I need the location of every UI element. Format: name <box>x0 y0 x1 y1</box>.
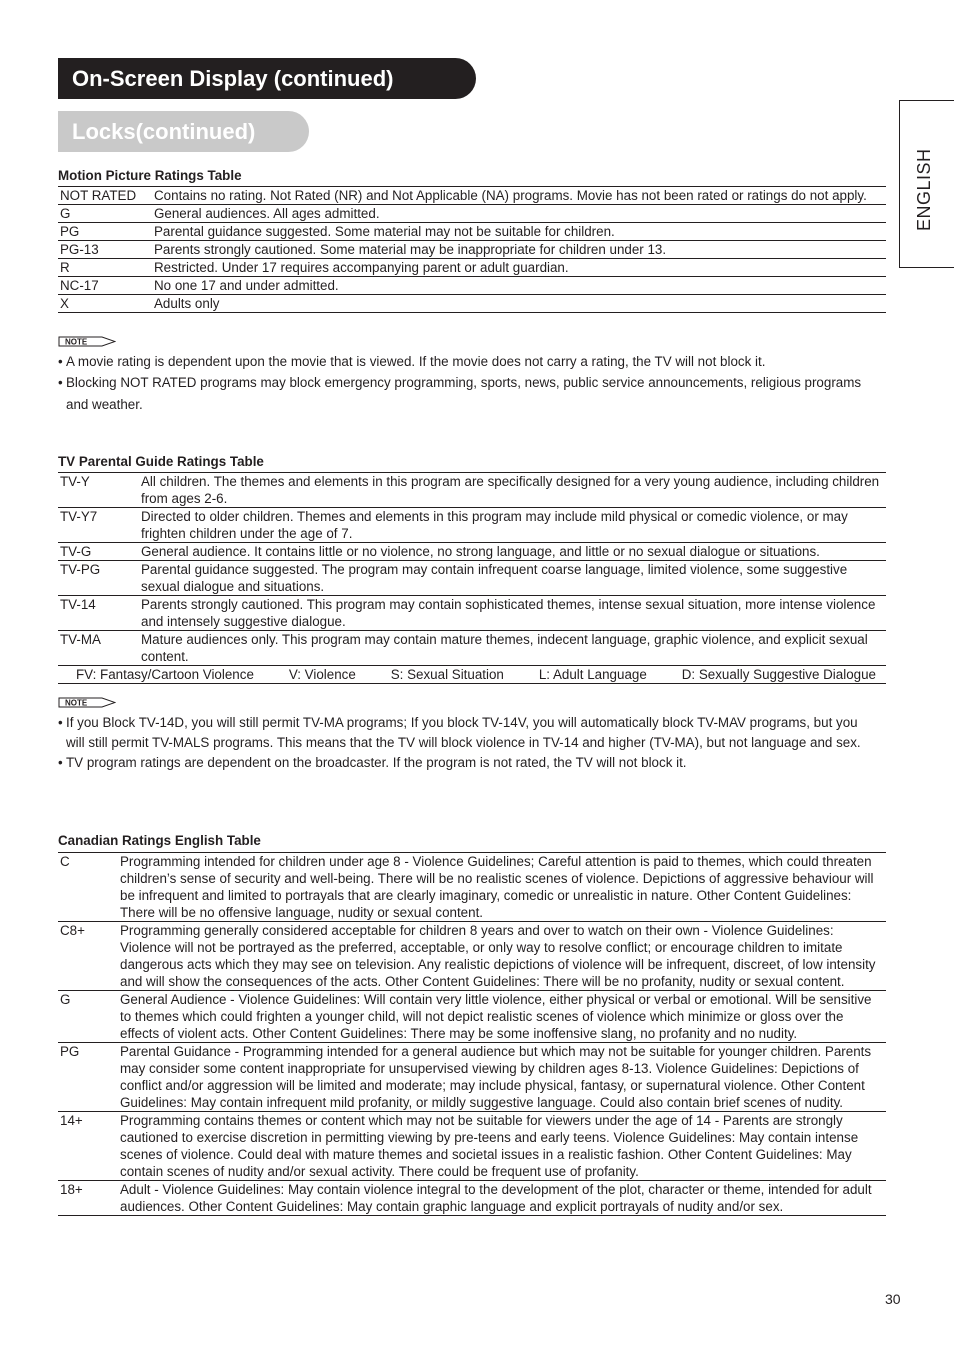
table-row <box>58 1181 886 1216</box>
subsection-banner <box>58 111 309 152</box>
rating-description: Programming generally considered acceptable for children 8 years and over to watch on their own - Violence Guidelines: Violence will not be portrayed as the preferred, acceptable, or only way to resolve conflict; or encourage children to imitate dangerous acts which they may see on television. Any realistic depictions of violence will be infrequent, discreet, of low intensity and will show the consequences of the acts. Other Content Guidelines: There will be no profanity, nudity or sexual content. <box>120 923 876 989</box>
table-row <box>58 561 886 596</box>
table-row <box>58 853 886 922</box>
section-banner <box>58 58 476 99</box>
table-row <box>58 187 886 205</box>
rating-code: PG <box>60 224 80 239</box>
note-1-bullet: • Blocking NOT RATED programs may block emergency programming, sports, news, public service announcements, religious programs and weather. <box>58 372 888 416</box>
rating-code: TV-G <box>60 544 92 559</box>
rating-code: TV-Y <box>60 474 90 489</box>
rating-description: Parents strongly cautioned. Some material may be inappropriate for children under 13. <box>154 242 667 257</box>
rating-code: C <box>60 854 70 869</box>
table-row <box>58 277 886 295</box>
tv-parental-table-title: TV Parental Guide Ratings Table <box>58 454 264 469</box>
rating-code: TV-14 <box>60 597 96 612</box>
rating-code: R <box>60 260 70 275</box>
legend-item: D: Sexually Suggestive Dialogue <box>681 667 876 682</box>
note-badge <box>58 697 116 708</box>
table-row <box>58 922 886 991</box>
table-row <box>58 508 886 543</box>
rating-description: Parental guidance suggested. The program may contain infrequent coarse language, limited violence, some suggestive sexual dialogue and situations. <box>141 562 848 594</box>
legend-item: L: Adult Language <box>538 667 647 682</box>
rating-description: Parental guidance suggested. Some material may not be suitable for children. <box>154 224 615 239</box>
table-row <box>58 1043 886 1112</box>
legend-item: FV: Fantasy/Cartoon Violence <box>76 667 254 682</box>
page-number: 30 <box>885 1291 901 1307</box>
rating-description: Programming contains themes or content which may not be suitable for viewers under the age of 14 - Parents are strongly cautioned to exercise discretion in permitting viewing by pre-teens and early teens. Violence Guidelines: May contain intense scenes of violence. Could deal with mature themes and societal issues in a realistic fashion. Other Content Guidelines: May contain scenes of nudity and/or sexual activity. There could be frequent use of profanity. <box>120 1113 859 1179</box>
content-descriptor-legend <box>58 666 886 684</box>
table-row <box>58 473 886 508</box>
rating-code: C8+ <box>60 923 85 938</box>
rating-code: G <box>60 206 71 221</box>
rating-code: PG-13 <box>60 242 99 257</box>
rating-code: X <box>60 296 69 311</box>
note-label: NOTE <box>65 337 88 347</box>
rating-code: 14+ <box>60 1113 83 1128</box>
canadian-table <box>58 852 886 1216</box>
motion-picture-table-title: Motion Picture Ratings Table <box>58 168 242 183</box>
table-row <box>58 205 886 223</box>
tv-parental-table <box>58 472 886 684</box>
language-label: ENGLISH <box>914 148 934 231</box>
rating-code: 18+ <box>60 1182 83 1197</box>
rating-description: Contains no rating. Not Rated (NR) and Not Applicable (NA) programs. Movie has not been rated or ratings do not apply. <box>154 188 867 203</box>
note-label: NOTE <box>65 698 88 708</box>
rating-code: PG <box>60 1044 80 1059</box>
rating-code: TV-PG <box>60 562 101 577</box>
table-row <box>58 241 886 259</box>
note-2-bullet: • TV program ratings are dependent on the broadcaster. If the program is not rated, the TV will not block it. <box>58 753 888 773</box>
section-title: On-Screen Display (continued) <box>72 66 394 91</box>
table-row <box>58 1112 886 1181</box>
table-row <box>58 596 886 631</box>
rating-description: Parents strongly cautioned. This program may contain sophisticated themes, intense sexual situation, more intense violence and intensely suggestive dialogue. <box>141 597 876 629</box>
table-row <box>58 991 886 1043</box>
rating-code: TV-MA <box>60 632 101 647</box>
rating-description: Adult - Violence Guidelines: May contain violence integral to the development of the plot, character or theme, intended for adult audiences. Other Content Guidelines: May contain graphic language and explicit portrayals of nudity and/or sex. <box>120 1182 872 1214</box>
table-row <box>58 543 886 561</box>
table-row <box>58 223 886 241</box>
rating-description: General audiences. All ages admitted. <box>154 206 380 221</box>
rating-description: Adults only <box>154 296 220 311</box>
subsection-title: Locks(continued) <box>72 119 256 144</box>
rating-code: NOT RATED <box>60 188 137 203</box>
rating-description: General audience. It contains little or no violence, no strong language, and little or no sexual dialogue or situations. <box>141 544 820 559</box>
note-badge <box>58 336 116 347</box>
rating-code: NC-17 <box>60 278 99 293</box>
table-row <box>58 259 886 277</box>
legend-item: S: Sexual Situation <box>390 667 504 682</box>
rating-description: Mature audiences only. This program may contain mature themes, indecent language, graphic violence, and explicit sexual content. <box>141 632 868 664</box>
rating-description: Parental Guidance - Programming intended for a general audience but which may not be suitable for younger children. Parents may consider some content inappropriate for unsupervised viewing by children ages 8-13. Violence Guidelines: Depictions of conflict and/or aggression will be limited and moderate; may include physical, fantasy, or supernatural violence. Other Content Guidelines: May contain infrequent mild profanity, or mildly suggestive language. Could also contain brief scenes of nudity. <box>120 1044 872 1110</box>
note-1 <box>58 352 888 416</box>
table-row <box>58 631 886 666</box>
canadian-table-title: Canadian Ratings English Table <box>58 833 261 848</box>
rating-description: Restricted. Under 17 requires accompanying parent or adult guardian. <box>154 260 569 275</box>
note-2-bullet: • If you Block TV-14D, you will still permit TV-MA programs; If you block TV-14V, you will automatically block TV-MAV programs, but you will still permit TV-MALS programs. This means that the TV will block violence in TV-14 and higher (TV-MA), but not language and sex. <box>58 713 888 753</box>
note-1-bullet: • A movie rating is dependent upon the movie that is viewed. If the movie does not carry a rating, the TV will not block it. <box>58 352 888 372</box>
table-row <box>58 295 886 313</box>
rating-code: G <box>60 992 71 1007</box>
motion-picture-table <box>58 186 886 313</box>
rating-description: Programming intended for children under age 8 - Violence Guidelines; Careful attention is paid to themes, which could threaten children’s sense of security and well-being. There will be no realistic scenes of violence. Depictions of aggressive behaviour will be infrequent and limited to portrayals that are clearly imaginary, comedic or unrealistic in nature. Other Content Guidelines: There will be no offensive language, nudity or sexual content. <box>120 854 874 920</box>
language-tab <box>899 100 954 268</box>
rating-description: General Audience - Violence Guidelines: Will contain very little violence, either physical or verbal or emotional. Will be sensitive to themes which could frighten a younger child, will not depict realistic scenes of violence which minimize or gloss over the effects of violent acts. Other Content Guidelines: There may be some inoffensive slang, no profanity and no nudity. <box>120 992 872 1041</box>
legend-item: V: Violence <box>288 667 356 682</box>
rating-code: TV-Y7 <box>60 509 98 524</box>
rating-description: All children. The themes and elements in this program are specifically designed for a very young audience, including children from ages 2-6. <box>141 474 880 506</box>
note-2 <box>58 713 888 773</box>
rating-description: Directed to older children. Themes and elements in this program may include mild physical or comedic violence, or may frighten children under the age of 7. <box>141 509 848 541</box>
rating-description: No one 17 and under admitted. <box>154 278 339 293</box>
